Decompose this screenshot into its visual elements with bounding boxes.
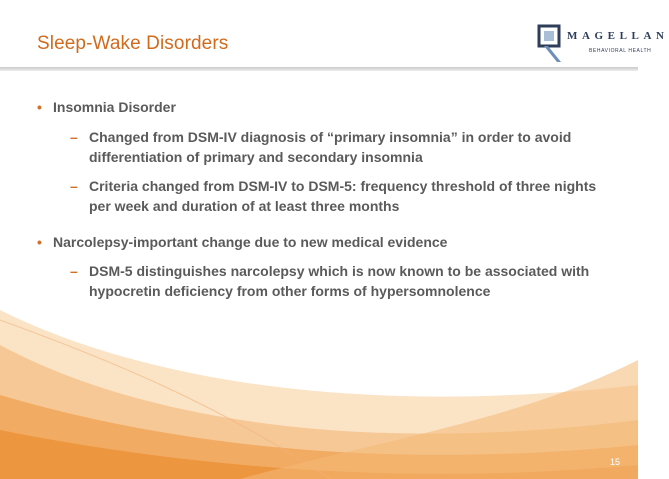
bullet-mark: • bbox=[37, 234, 42, 250]
sub-bullet-text: Criteria changed from DSM-IV to DSM-5: frequency threshold of three nights per week and duration of at least three months bbox=[89, 178, 597, 214]
sub-bullet-item bbox=[70, 261, 615, 301]
logo-mark-icon bbox=[538, 24, 562, 64]
bullet-text: Insomnia Disorder bbox=[53, 99, 176, 115]
slide-title: Sleep-Wake Disorders bbox=[37, 33, 229, 54]
page-number: 15 bbox=[609, 457, 620, 467]
sub-bullet-item bbox=[70, 176, 615, 216]
sub-bullet-mark: – bbox=[70, 178, 78, 194]
bullet-item bbox=[37, 234, 447, 250]
sub-bullet-item bbox=[70, 127, 615, 167]
logo-tagline: BEHAVIORAL HEALTH bbox=[589, 48, 652, 54]
sub-bullet-mark: – bbox=[70, 263, 78, 279]
sub-bullet-text: DSM-5 distinguishes narcolepsy which is now known to be associated with hypocretin deficiency from other forms of hypersomnolence bbox=[89, 263, 590, 299]
sub-bullet-mark: – bbox=[70, 129, 78, 145]
logo-wordmark: MAGELLAN bbox=[567, 30, 669, 42]
bullet-mark: • bbox=[37, 99, 42, 115]
bullet-item bbox=[37, 99, 176, 115]
magellan-logo bbox=[538, 24, 669, 64]
sub-bullet-text: Changed from DSM-IV diagnosis of “primary insomnia” in order to avoid differentiation of primary and secondary insomnia bbox=[89, 129, 572, 165]
bullet-text: Narcolepsy-important change due to new medical evidence bbox=[53, 234, 448, 250]
header-divider bbox=[0, 67, 638, 71]
